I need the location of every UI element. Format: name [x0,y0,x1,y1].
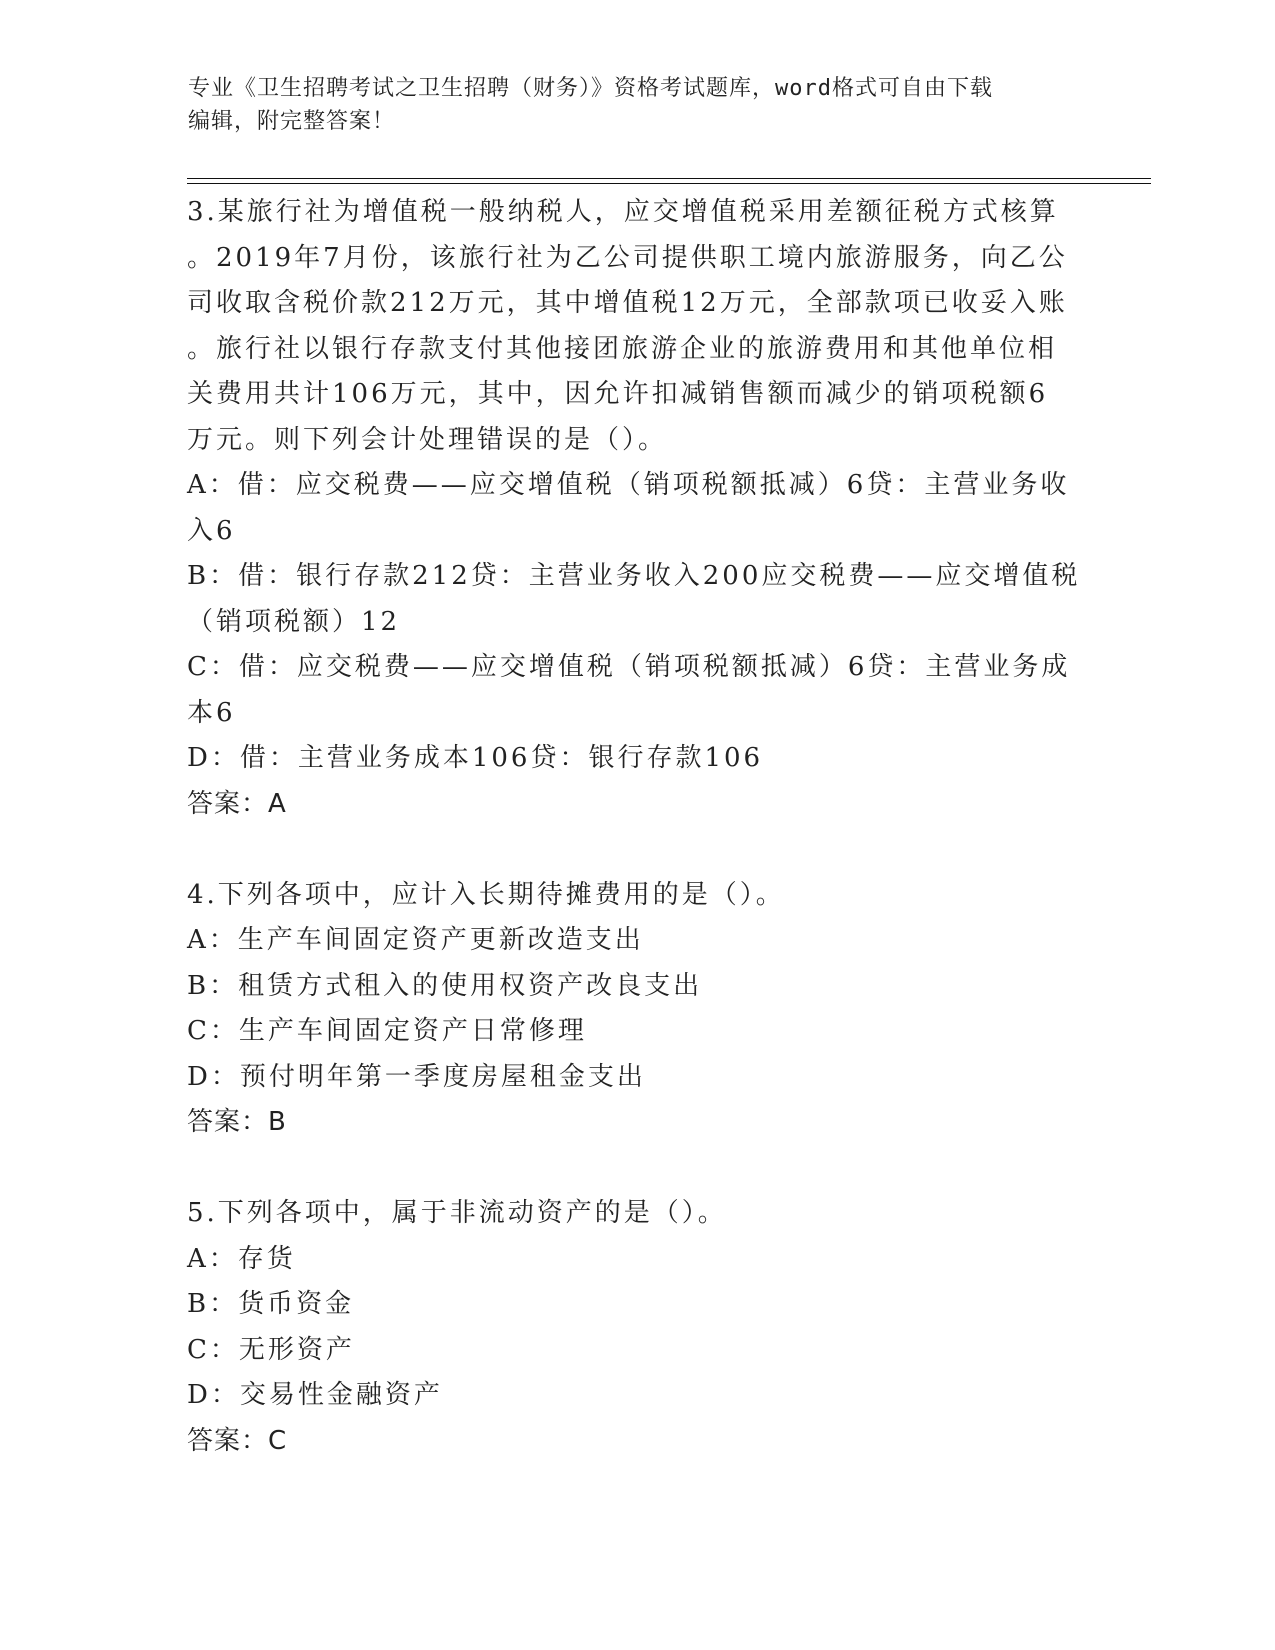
question-4 [187,873,1087,1146]
option-b [187,554,1087,645]
option-d [187,736,1087,782]
document-header [188,72,1088,138]
answer-label: 答案：C [187,1425,288,1456]
question-list [187,190,1087,1464]
spacer [187,827,1087,873]
answer-label: 答案：B [187,1107,287,1137]
option-d: D：交易性金融资产 [187,1380,443,1410]
option-text: A：借：应交税费——应交增值税（销项税额抵减）6贷：主营业务收 [187,470,1070,500]
header-line: 专业《卫生招聘考试之卫生招聘（财务）》资格考试题库，word格式可自由下载 [188,76,993,101]
option-text: C：借：应交税费——应交增值税（销项税额抵减）6贷：主营业务成 [187,652,1071,682]
question-text: 5.下列各项中，属于非流动资产的是（）。 [187,1198,727,1228]
header-divider [187,178,1151,179]
option-text: 入6 [187,515,236,546]
spacer [187,1146,1087,1192]
option-c [187,645,1087,736]
header-divider [187,183,1151,184]
question-3 [187,190,1087,827]
header-line: 编辑，附完整答案！ [188,109,396,134]
option-b: B：租赁方式租入的使用权资产改良支出 [187,970,703,1001]
question-text: 4.下列各项中，应计入长期待摊费用的是（）。 [187,879,785,910]
option-text: 本6 [187,697,236,728]
option-a: A：生产车间固定资产更新改造支出 [187,925,644,955]
option-a: A：存货 [187,1243,296,1274]
question-text: 司收取含税价款212万元，其中增值税12万元，全部款项已收妥入账 [187,288,1068,318]
question-text: 万元。则下列会计处理错误的是（）。 [187,424,668,455]
option-a [187,463,1087,554]
option-c: C：生产车间固定资产日常修理 [187,1016,587,1046]
question-text: 。2019年7月份，该旅行社为乙公司提供职工境内旅游服务，向乙公 [187,242,1068,273]
question-text: 3.某旅行社为增值税一般纳税人，应交增值税采用差额征税方式核算 [187,197,1059,227]
question-5 [187,1191,1087,1464]
option-d: D：预付明年第一季度房屋租金支出 [187,1061,646,1092]
question-text: 关费用共计106万元，其中，因允许扣减销售额而减少的销项税额6 [187,379,1049,409]
option-c: C：无形资产 [187,1334,355,1365]
option-text: D：借：主营业务成本106贷：银行存款106 [187,743,764,773]
question-text: 。旅行社以银行存款支付其他接团旅游企业的旅游费用和其他单位相 [187,333,1058,364]
option-text: （销项税额）12 [187,606,401,637]
option-text: B：借：银行存款212贷：主营业务收入200应交税费——应交增值税 [187,561,1081,591]
option-b: B：货币资金 [187,1289,355,1319]
answer-label: 答案：A [187,788,287,819]
